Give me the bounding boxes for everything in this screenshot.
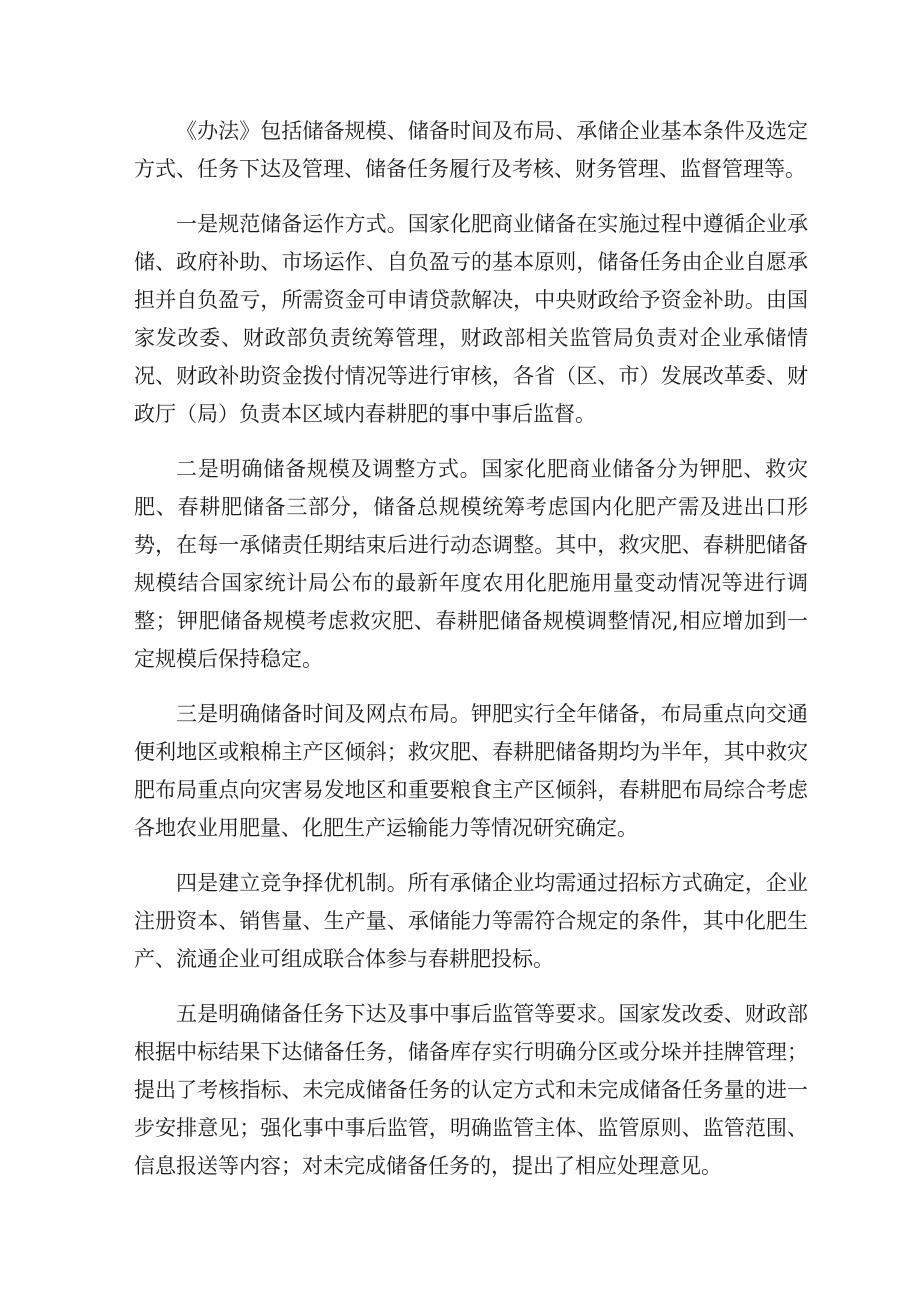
paragraph-point-1: 一是规范储备运作方式。国家化肥商业储备在实施过程中遵循企业承储、政府补助、市场运作、自负盈亏的基本原则，储备任务由企业自愿承担并自负盈亏，所需资金可申请贷款解决，中央财政给予资金补助。由国家发改委、财政部负责统筹管理，财政部相关监管局负责对企业承储情况、财政补助资金拨付情况等进行审核，各省（区、市）发展改革委、财政厅（局）负责本区域内春耕肥的事中事后监督。 bbox=[134, 212, 808, 426]
paragraph-point-5: 五是明确储备任务下达及事中事后监管等要求。国家发改委、财政部根据中标结果下达储备任务，储备库存实行明确分区或分垛并挂牌管理；提出了考核指标、未完成储备任务的认定方式和未完成储备任务量的进一步安排意见；强化事中事后监管，明确监管主体、监管原则、监管范围、信息报送等内容；对未完成储备任务的，提出了相应处理意见。 bbox=[134, 1002, 808, 1178]
paragraph-point-3: 三是明确储备时间及网点布局。钾肥实行全年储备，布局重点向交通便利地区或粮棉主产区倾斜；救灾肥、春耕肥储备期均为半年，其中救灾肥布局重点向灾害易发地区和重要粮食主产区倾斜，春耕肥布局综合考虑各地农业用肥量、化肥生产运输能力等情况研究确定。 bbox=[134, 702, 808, 840]
document-body bbox=[134, 112, 808, 1202]
paragraph-point-4: 四是建立竞争择优机制。所有承储企业均需通过招标方式确定，企业注册资本、销售量、生产量、承储能力等需符合规定的条件，其中化肥生产、流通企业可组成联合体参与春耕肥投标。 bbox=[134, 871, 808, 971]
paragraph-intro: 《办法》包括储备规模、储备时间及布局、承储企业基本条件及选定方式、任务下达及管理、储备任务履行及考核、财务管理、监督管理等。 bbox=[134, 119, 808, 181]
paragraph-point-2: 二是明确储备规模及调整方式。国家化肥商业储备分为钾肥、救灾肥、春耕肥储备三部分，储备总规模统筹考虑国内化肥产需及进出口形势，在每一承储责任期结束后进行动态调整。其中，救灾肥、春耕肥储备规模结合国家统计局公布的最新年度农用化肥施用量变动情况等进行调整；钾肥储备规模考虑救灾肥、春耕肥储备规模调整情况,相应增加到一定规模后保持稳定。 bbox=[134, 457, 808, 671]
